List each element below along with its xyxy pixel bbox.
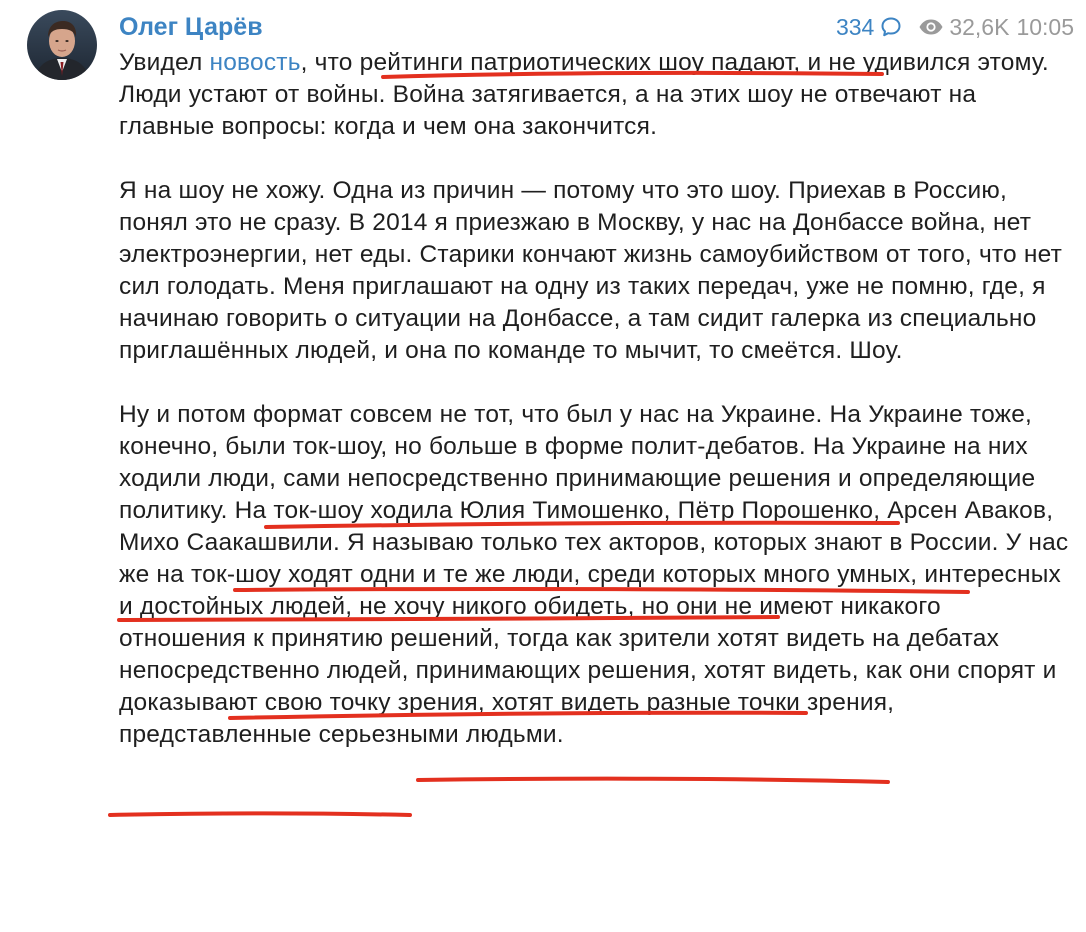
paragraph-1-rest: , что рейтинги патриотических шоу падают, и не удивился этому. Люди устают от войны. Война затягивается, а на этих шоу не отвечают на главные вопросы: когда и чем она закончится. (119, 49, 1049, 140)
author-avatar[interactable] (27, 10, 97, 80)
author-photo-icon (27, 10, 97, 80)
eye-icon (918, 18, 944, 36)
paragraph-1 (119, 47, 1074, 143)
paragraph-1-start: Увидел (119, 49, 210, 76)
views-counter (918, 10, 1074, 44)
post-text (119, 47, 1074, 751)
paragraph-3: Ну и потом формат совсем не тот, что был у нас на Украине. На Украине тоже, конечно, были ток-шоу, но больше в форме полит-дебатов. На Украине на них ходили люди, сами непосредственно принимающие решения и определяющие политику. На ток-шоу ходила Юлия Тимошенко, Пётр Порошенко, Арсен Аваков, Михо Саакашвили. Я называю только тех акторов, которых знают в России. У нас же на ток-шоу ходят одни и те же люди, среди которых много умных, интересных и достойных людей, не хочу никого обидеть, но они не имеют никакого отношения к принятию решений, тогда как зрители хотят видеть на дебатах непосредственно людей, принимающих решения, хотят видеть, как они спорят и доказывают свою точку зрения, хотят видеть разные точки зрения, представленные серьезными людьми. (119, 401, 1069, 748)
comments-count: 334 (835, 14, 875, 40)
post-header (119, 10, 1074, 44)
comment-bubble-icon (880, 16, 902, 38)
news-link[interactable]: новость (209, 49, 301, 76)
underline-no-relation (418, 779, 888, 782)
post-meta (836, 10, 1074, 44)
comments-button[interactable] (836, 10, 902, 44)
paragraph-2: Я на шоу не хожу. Одна из причин — потому что это шоу. Приехав в Россию, понял это не сразу. В 2014 я приезжаю в Москву, у нас на Донбассе война, нет электроэнергии, нет еды. Старики кончают жизнь самоубийством от того, что нет сил голодать. Меня приглашают на одну из таких передач, уже не помню, где, я начинаю говорить о ситуации на Донбассе, а там сидит галерка из специально приглашённых людей, и она по команде то мычит, то смеётся. Шоу. (119, 177, 1063, 364)
underline-decision-making (110, 814, 410, 816)
post-time: 10:05 (1016, 14, 1074, 40)
author-name[interactable]: Олег Царёв (119, 13, 263, 41)
views-count: 32,6K (949, 14, 1010, 40)
